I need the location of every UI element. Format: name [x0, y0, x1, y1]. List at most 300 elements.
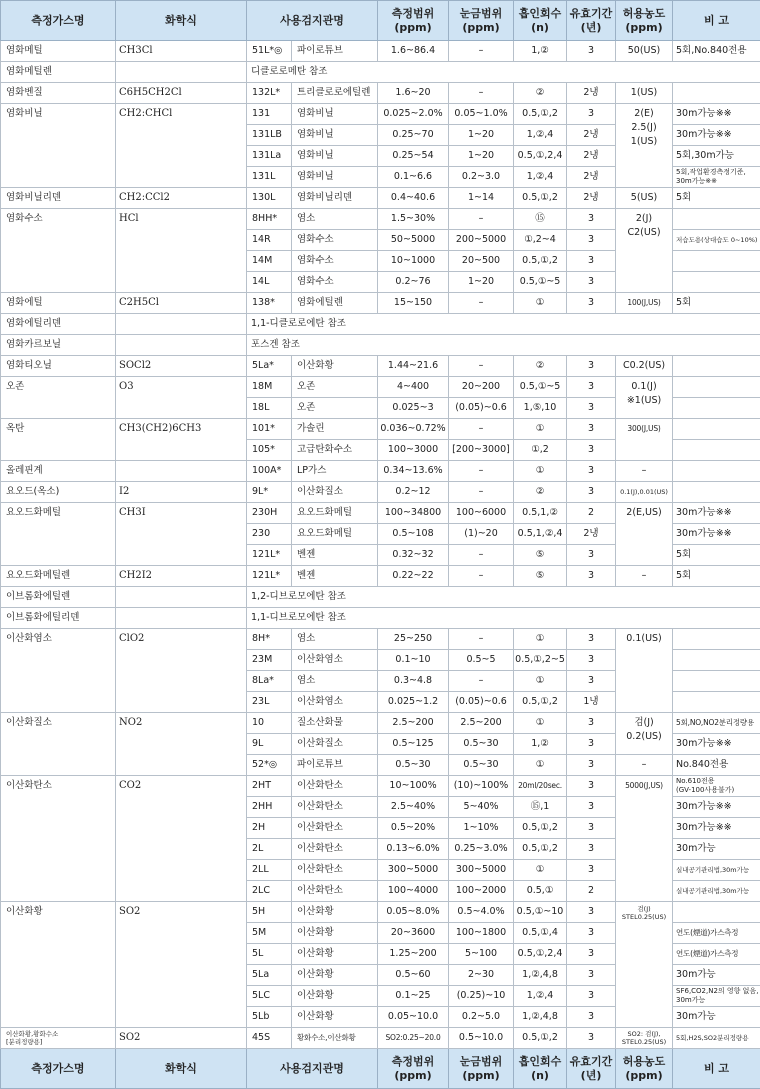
- scale: –: [449, 566, 514, 587]
- footer-formula: 화학식: [116, 1049, 247, 1089]
- note: 5회,No.840전용: [673, 41, 760, 62]
- tube-name: 파이로튜브: [292, 41, 378, 62]
- scale: 100~2000: [449, 881, 514, 902]
- tube-code: 14M: [247, 251, 292, 272]
- tube-name: 가솔린: [292, 419, 378, 440]
- formula: SO2: [116, 902, 247, 1028]
- tube-code: 2HH: [247, 797, 292, 818]
- pump: ⑤: [514, 566, 567, 587]
- note: [673, 251, 760, 272]
- footer-scale: 눈금범위 (ppm): [449, 1049, 514, 1089]
- tube-name: 이산화황: [292, 1007, 378, 1028]
- formula: CO2: [116, 776, 247, 902]
- range: 1.25~200: [378, 944, 449, 965]
- pump: ①: [514, 293, 567, 314]
- range: 0.025~2.0%: [378, 104, 449, 125]
- table-row: [1, 356, 760, 377]
- shelf: 3: [567, 734, 616, 755]
- scale: (10)~100%: [449, 776, 514, 797]
- tlv: 0.1(US): [616, 629, 673, 713]
- pump: 0.5,①,2,4: [514, 944, 567, 965]
- scale: 0.25~3.0%: [449, 839, 514, 860]
- tube-code: 230: [247, 524, 292, 545]
- pump: 0.5,①,2: [514, 692, 567, 713]
- range: 1.5~30%: [378, 209, 449, 230]
- tlv: 100(J,US): [616, 293, 673, 314]
- gas-name: 이산화염소: [1, 629, 116, 713]
- pump: 1,⑤,10: [514, 398, 567, 419]
- tube-code: 131LB: [247, 125, 292, 146]
- table-row: [1, 83, 760, 104]
- pump: 0.5,①,2: [514, 1028, 567, 1049]
- tube-code: 2HT: [247, 776, 292, 797]
- scale: [200~3000]: [449, 440, 514, 461]
- tube-name: 요오드화메틸: [292, 524, 378, 545]
- range: 0.25~54: [378, 146, 449, 167]
- scale: 200~5000: [449, 230, 514, 251]
- shelf: 2냉: [567, 188, 616, 209]
- tlv: 1(US): [616, 83, 673, 104]
- table-row: [1, 335, 760, 356]
- pump: 1,②,4,8: [514, 1007, 567, 1028]
- range: 0.32~32: [378, 545, 449, 566]
- range: 0.036~0.72%: [378, 419, 449, 440]
- shelf: 3: [567, 272, 616, 293]
- scale: 0.05~1.0%: [449, 104, 514, 125]
- pump: 1,②,4,8: [514, 965, 567, 986]
- pump: ②: [514, 482, 567, 503]
- tlv: –: [616, 566, 673, 587]
- table-row: [1, 377, 760, 398]
- tube-name: 이산화탄소: [292, 776, 378, 797]
- tube-name: 벤젠: [292, 545, 378, 566]
- note: [673, 419, 760, 440]
- formula: I2: [116, 482, 247, 503]
- range: 0.025~1.2: [378, 692, 449, 713]
- range: 0.1~25: [378, 986, 449, 1007]
- tube-name: LP가스: [292, 461, 378, 482]
- tube-name: 이산화탄소: [292, 839, 378, 860]
- shelf: 3: [567, 1007, 616, 1028]
- tube-code: 5M: [247, 923, 292, 944]
- tube-code: 51L*◎: [247, 41, 292, 62]
- note: 30m가능※※: [673, 734, 760, 755]
- formula: C2H5Cl: [116, 293, 247, 314]
- shelf: 3: [567, 902, 616, 923]
- formula: C6H5CH2Cl: [116, 83, 247, 104]
- range: 2.5~40%: [378, 797, 449, 818]
- note: 실내공기관리법,30m가능: [673, 860, 760, 881]
- tube-name: 염화비닐: [292, 167, 378, 188]
- tube-name: 염화수소: [292, 230, 378, 251]
- shelf: 3: [567, 839, 616, 860]
- reference-note: 포스겐 참조: [247, 335, 760, 356]
- scale: 0.2~5.0: [449, 1007, 514, 1028]
- tlv: 5(US): [616, 188, 673, 209]
- pump: ②: [514, 356, 567, 377]
- header-formula: 화학식: [116, 1, 247, 41]
- reference-note: 1,1-디브로모에탄 참조: [247, 608, 760, 629]
- tube-name: 황화수소,이산화황: [292, 1028, 378, 1049]
- note-line: 5회,작업환경측정기준,: [676, 168, 757, 177]
- pump: 0.5,①,2~5: [514, 650, 567, 671]
- gas-name: 옥탄: [1, 419, 116, 461]
- note: 5회,30m가능: [673, 146, 760, 167]
- pump: 0.5,①~5: [514, 377, 567, 398]
- pump: ②: [514, 83, 567, 104]
- tube-code: 14R: [247, 230, 292, 251]
- range: 1.44~21.6: [378, 356, 449, 377]
- range: 0.25~70: [378, 125, 449, 146]
- range: 20~3600: [378, 923, 449, 944]
- tube-name: 염화비닐: [292, 125, 378, 146]
- pump: ①,2~4: [514, 230, 567, 251]
- gas-name: 염화카르보닐: [1, 335, 116, 356]
- tube-name: 이산화황: [292, 986, 378, 1007]
- table-footer-row: [1, 1049, 760, 1089]
- scale: –: [449, 482, 514, 503]
- shelf: 3: [567, 356, 616, 377]
- formula: CH2:CCl2: [116, 188, 247, 209]
- formula: [116, 608, 247, 629]
- tube-code: 52*◎: [247, 755, 292, 776]
- formula: ClO2: [116, 629, 247, 713]
- tube-name: 오존: [292, 398, 378, 419]
- range: SO2:0.25~20.0: [378, 1028, 449, 1049]
- range: 0.5~125: [378, 734, 449, 755]
- tlv: 300(J,US): [616, 419, 673, 461]
- range: 1.6~86.4: [378, 41, 449, 62]
- tube-code: 105*: [247, 440, 292, 461]
- shelf: 3: [567, 545, 616, 566]
- table-row: [1, 566, 760, 587]
- scale: 2~30: [449, 965, 514, 986]
- pump: 0.5,①,4: [514, 923, 567, 944]
- tube-code: 121L*: [247, 566, 292, 587]
- note-line: (GV-100사용불가): [676, 786, 757, 795]
- tlv: 0.1(J) ※1(US): [616, 377, 673, 419]
- gas-name: 요오드화메틸렌: [1, 566, 116, 587]
- pump: 20ml/20sec.: [514, 776, 567, 797]
- tlv-line: STEL0.25(US): [617, 913, 671, 921]
- range: 300~5000: [378, 860, 449, 881]
- tube-name: 이산화황: [292, 356, 378, 377]
- table-row: [1, 293, 760, 314]
- tube-code: 121L*: [247, 545, 292, 566]
- note-line: SF6,CO2,N2의 영향 없음,: [676, 987, 757, 996]
- header-pump: 흡인회수 (n): [514, 1, 567, 41]
- shelf: 2냉: [567, 146, 616, 167]
- note: 연도(煙道)가스측정: [673, 944, 760, 965]
- tube-name: 이산화질소: [292, 734, 378, 755]
- shelf: 3: [567, 860, 616, 881]
- shelf: 3: [567, 293, 616, 314]
- table-row: [1, 188, 760, 209]
- note: 실내공기관리법,30m가능: [673, 881, 760, 902]
- shelf: 2냉: [567, 167, 616, 188]
- scale: 20~500: [449, 251, 514, 272]
- formula: [116, 461, 247, 482]
- shelf: 3: [567, 671, 616, 692]
- table-row: [1, 209, 760, 230]
- pump: 0.5,①,2: [514, 818, 567, 839]
- gas-name: 이브롬화에틸리덴: [1, 608, 116, 629]
- tube-code: 8H*: [247, 629, 292, 650]
- tube-name: 이산화염소: [292, 692, 378, 713]
- gas-name: 이산화황: [1, 902, 116, 1028]
- range: 0.2~12: [378, 482, 449, 503]
- header-range: 측정범위 (ppm): [378, 1, 449, 41]
- tube-name: 이산화염소: [292, 650, 378, 671]
- formula: [116, 314, 247, 335]
- tube-code: 9L: [247, 734, 292, 755]
- scale: –: [449, 83, 514, 104]
- scale: 1~10%: [449, 818, 514, 839]
- gas-name: 염화수소: [1, 209, 116, 293]
- tlv: 0.1(J),0.01(US): [616, 482, 673, 503]
- tube-code: 131L: [247, 167, 292, 188]
- reference-note: 1,1-디클로로에탄 참조: [247, 314, 760, 335]
- shelf: 3: [567, 482, 616, 503]
- tube-name: 이산화황: [292, 902, 378, 923]
- range: 0.4~40.6: [378, 188, 449, 209]
- tlv: C0.2(US): [616, 356, 673, 377]
- pump: ①: [514, 755, 567, 776]
- shelf: 3: [567, 1028, 616, 1049]
- range: 2.5~200: [378, 713, 449, 734]
- tlv: 5000(J,US): [616, 776, 673, 902]
- tube-code: 100A*: [247, 461, 292, 482]
- pump: 0.5,①,2: [514, 251, 567, 272]
- tube-code: 14L: [247, 272, 292, 293]
- gas-name: [1, 1028, 116, 1049]
- tube-name: 이산화황: [292, 923, 378, 944]
- tube-code: 101*: [247, 419, 292, 440]
- scale: 20~200: [449, 377, 514, 398]
- header-shelf: 유효기간 (년): [567, 1, 616, 41]
- pump: ⑮,1: [514, 797, 567, 818]
- footer-tube: 사용검지관명: [247, 1049, 378, 1089]
- shelf: 3: [567, 650, 616, 671]
- tube-name: 염소: [292, 629, 378, 650]
- range: 10~100%: [378, 776, 449, 797]
- shelf: 2냉: [567, 524, 616, 545]
- tube-name: 파이로튜브: [292, 755, 378, 776]
- shelf: 3: [567, 209, 616, 230]
- table-row: [1, 104, 760, 125]
- tube-name: 이산화탄소: [292, 818, 378, 839]
- shelf: 3: [567, 818, 616, 839]
- note: 5회: [673, 293, 760, 314]
- tube-code: 5La*: [247, 356, 292, 377]
- note-line: 30m가능※※: [676, 177, 757, 186]
- range: 0.5~60: [378, 965, 449, 986]
- range: 15~150: [378, 293, 449, 314]
- formula: SOCl2: [116, 356, 247, 377]
- gas-name: 염화벤질: [1, 83, 116, 104]
- tube-code: 230H: [247, 503, 292, 524]
- table-row: [1, 713, 760, 734]
- pump: ⑤: [514, 545, 567, 566]
- tube-code: 131La: [247, 146, 292, 167]
- formula: CH3I: [116, 503, 247, 566]
- shelf: 3: [567, 398, 616, 419]
- gas-name: 요오드(옥소): [1, 482, 116, 503]
- note: 30m가능※※: [673, 503, 760, 524]
- range: 10~1000: [378, 251, 449, 272]
- pump: ①: [514, 419, 567, 440]
- range: 0.025~3: [378, 398, 449, 419]
- note: [673, 650, 760, 671]
- scale: 0.5~5: [449, 650, 514, 671]
- formula: SO2: [116, 1028, 247, 1049]
- shelf: 3: [567, 944, 616, 965]
- gas-name: 염화메틸렌: [1, 62, 116, 83]
- note: [673, 83, 760, 104]
- tube-name: 염소: [292, 209, 378, 230]
- tube-code: 8HH*: [247, 209, 292, 230]
- tube-code: 5Lb: [247, 1007, 292, 1028]
- tube-name: 이산화질소: [292, 482, 378, 503]
- tube-code: 23L: [247, 692, 292, 713]
- pump: ①,2: [514, 440, 567, 461]
- note: [673, 776, 760, 797]
- note: 30m가능※※: [673, 104, 760, 125]
- scale: 1~14: [449, 188, 514, 209]
- range: 0.34~13.6%: [378, 461, 449, 482]
- note-line: 30m가능: [676, 996, 757, 1005]
- tube-code: 2H: [247, 818, 292, 839]
- formula: NO2: [116, 713, 247, 776]
- scale: (0.25)~10: [449, 986, 514, 1007]
- shelf: 3: [567, 713, 616, 734]
- tube-name: 염소: [292, 671, 378, 692]
- note: 30m가능※※: [673, 524, 760, 545]
- gas-name: 이브롬화에틸렌: [1, 587, 116, 608]
- tube-code: 18M: [247, 377, 292, 398]
- tube-code: 10: [247, 713, 292, 734]
- scale: 5~40%: [449, 797, 514, 818]
- gas-name-line: [분리정량용]: [6, 1038, 112, 1046]
- range: 50~5000: [378, 230, 449, 251]
- tube-name: 트리클로로에틸렌: [292, 83, 378, 104]
- footer-shelf: 유효기간 (년): [567, 1049, 616, 1089]
- note: [673, 167, 760, 188]
- tube-name: 요오드화메틸: [292, 503, 378, 524]
- range: 0.1~6.6: [378, 167, 449, 188]
- note: [673, 692, 760, 713]
- gas-name: 올레핀계: [1, 461, 116, 482]
- footer-tlv: 허용농도 (ppm): [616, 1049, 673, 1089]
- range: 0.5~20%: [378, 818, 449, 839]
- pump: 0.5,①~10: [514, 902, 567, 923]
- note: No.840전용: [673, 755, 760, 776]
- scale: –: [449, 545, 514, 566]
- scale: –: [449, 209, 514, 230]
- note: [673, 398, 760, 419]
- range: 0.22~22: [378, 566, 449, 587]
- scale: 100~6000: [449, 503, 514, 524]
- tube-code: 5La: [247, 965, 292, 986]
- tlv-line: STEL0.25(US): [617, 1038, 671, 1046]
- shelf: 3: [567, 923, 616, 944]
- tlv: 2(E) 2.5(J) 1(US): [616, 104, 673, 188]
- footer-gas: 측정가스명: [1, 1049, 116, 1089]
- note: 5회: [673, 566, 760, 587]
- formula: CH3Cl: [116, 41, 247, 62]
- shelf: 1냉: [567, 692, 616, 713]
- shelf: 3: [567, 440, 616, 461]
- pump: 0.5,①,2: [514, 839, 567, 860]
- tlv: –: [616, 461, 673, 482]
- formula: CH2:CHCl: [116, 104, 247, 188]
- range: 100~4000: [378, 881, 449, 902]
- range: 4~400: [378, 377, 449, 398]
- note: [673, 272, 760, 293]
- tube-code: 132L*: [247, 83, 292, 104]
- table-row: [1, 62, 760, 83]
- table-row: [1, 587, 760, 608]
- tube-name: 이산화황: [292, 965, 378, 986]
- formula: [116, 587, 247, 608]
- note: 30m가능※※: [673, 818, 760, 839]
- tube-code: 8La*: [247, 671, 292, 692]
- range: 0.3~4.8: [378, 671, 449, 692]
- tube-code: 2LC: [247, 881, 292, 902]
- formula: O3: [116, 377, 247, 419]
- tlv: 2(J) C2(US): [616, 209, 673, 293]
- scale: 100~1800: [449, 923, 514, 944]
- tube-name: 염화수소: [292, 272, 378, 293]
- pump: 0.5,①~5: [514, 272, 567, 293]
- note-line: No.610전용: [676, 777, 757, 786]
- note: 5회: [673, 545, 760, 566]
- tlv-line: SO2: 검(J),: [617, 1030, 671, 1038]
- tube-name: 이산화황: [292, 944, 378, 965]
- pump: 0.5,①,2: [514, 188, 567, 209]
- tube-name: 이산화탄소: [292, 797, 378, 818]
- shelf: 3: [567, 986, 616, 1007]
- formula: CH2I2: [116, 566, 247, 587]
- scale: 0.5~30: [449, 734, 514, 755]
- scale: 0.2~3.0: [449, 167, 514, 188]
- range: 0.1~10: [378, 650, 449, 671]
- note: 30m가능※※: [673, 797, 760, 818]
- scale: (0.05)~0.6: [449, 398, 514, 419]
- pump: 0.5,①: [514, 881, 567, 902]
- tube-code: 2L: [247, 839, 292, 860]
- tube-name: 염화비닐: [292, 146, 378, 167]
- header-gas: 측정가스명: [1, 1, 116, 41]
- shelf: 3: [567, 755, 616, 776]
- range: 25~250: [378, 629, 449, 650]
- range: 0.13~6.0%: [378, 839, 449, 860]
- gas-name: 요오드화메틸: [1, 503, 116, 566]
- range: 0.05~10.0: [378, 1007, 449, 1028]
- table-header-row: [1, 1, 760, 41]
- shelf: 2냉: [567, 125, 616, 146]
- range: 100~34800: [378, 503, 449, 524]
- note: 5회,H2S,SO2분리정량용: [673, 1028, 760, 1049]
- tube-code: 5LC: [247, 986, 292, 1007]
- range: 0.5~30: [378, 755, 449, 776]
- range: 0.2~76: [378, 272, 449, 293]
- range: 0.5~108: [378, 524, 449, 545]
- range: 1.6~20: [378, 83, 449, 104]
- gas-name: 염화메틸: [1, 41, 116, 62]
- table-row: [1, 902, 760, 923]
- shelf: 3: [567, 965, 616, 986]
